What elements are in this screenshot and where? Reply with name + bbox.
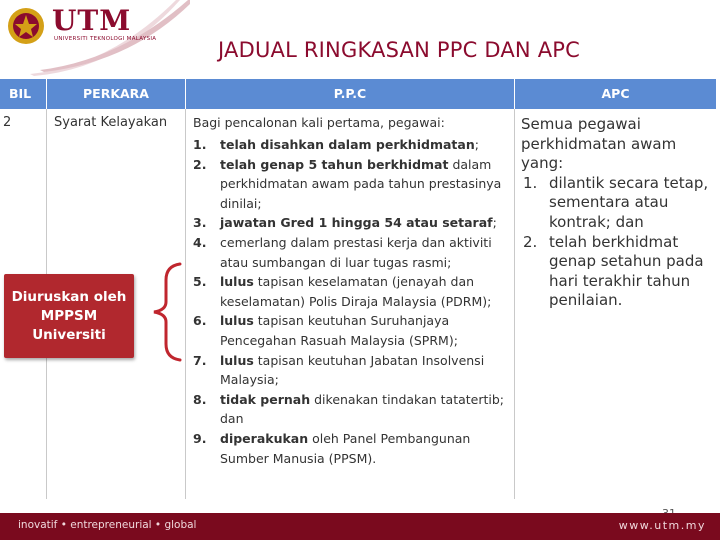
ppc-item-text: dikenakan tindakan tatatertib; dan bbox=[220, 391, 505, 427]
ppc-intro: Bagi pencalonan kali pertama, pegawai: bbox=[193, 115, 445, 130]
utm-logo bbox=[0, 0, 190, 78]
ppc-item-number: 3. bbox=[193, 215, 207, 231]
header-ppc: P.P.C bbox=[186, 79, 514, 109]
logo-subtitle: UNIVERSITI TEKNOLOGI MALAYSIA bbox=[54, 36, 157, 42]
ppc-item bbox=[193, 233, 511, 272]
ppc-item-text: ; bbox=[492, 215, 497, 231]
apc-item-text: telah berkhidmat genap setahun pada hari terakhir tahun penilaian. bbox=[549, 232, 704, 310]
apc-item-text: dilantik secara tetap, sementara atau kontrak; dan bbox=[549, 173, 709, 231]
ppc-item-number: 4. bbox=[193, 234, 207, 250]
ppc-item-number: 1. bbox=[193, 137, 207, 152]
ppc-item-emphasis: telah genap 5 tahun berkhidmat bbox=[220, 156, 449, 172]
ppc-item-emphasis: tidak pernah bbox=[220, 391, 311, 407]
column-divider bbox=[514, 109, 515, 499]
apc-criteria-list bbox=[521, 174, 713, 311]
curly-brace-icon bbox=[150, 262, 186, 362]
managed-by-callout bbox=[4, 274, 134, 358]
ppc-item-number: 2. bbox=[193, 156, 207, 172]
ppc-item bbox=[193, 272, 511, 311]
callout-line-1: Diuruskan oleh bbox=[11, 288, 127, 305]
header-perkara: PERKARA bbox=[47, 79, 185, 109]
page-title: JADUAL RINGKASAN PPC DAN APC bbox=[218, 38, 580, 62]
apc-item-number: 1. bbox=[523, 173, 538, 192]
ppc-item-emphasis: lulus bbox=[220, 313, 254, 329]
ppc-item-number: 5. bbox=[193, 274, 207, 290]
header-apc: APC bbox=[515, 79, 716, 109]
callout-line-3: Universiti bbox=[32, 326, 106, 343]
ppc-item-number: 8. bbox=[193, 391, 207, 407]
footer-url[interactable]: www.utm.my bbox=[618, 519, 706, 532]
table-header bbox=[0, 79, 716, 109]
row-number: 2 bbox=[3, 115, 12, 130]
ppc-item-number: 9. bbox=[193, 430, 207, 446]
logo-wordmark: UTM bbox=[52, 4, 132, 37]
callout-line-2: MPPSM bbox=[40, 307, 98, 324]
apc-item-number: 2. bbox=[523, 232, 538, 251]
ppc-item bbox=[193, 429, 511, 468]
ppc-item bbox=[193, 155, 511, 214]
ppc-item-text: cemerlang dalam prestasi kerja dan aktiviti atau sumbangan di luar tugas rasmi; bbox=[220, 234, 492, 270]
ppc-item-emphasis: lulus bbox=[220, 352, 254, 368]
ppc-item bbox=[193, 135, 511, 155]
ppc-item-text: ; bbox=[474, 137, 479, 152]
ppc-item bbox=[193, 311, 511, 350]
ppc-item-emphasis: lulus bbox=[220, 274, 254, 290]
ppc-item bbox=[193, 351, 511, 390]
apc-item bbox=[521, 174, 713, 233]
ppc-criteria-list bbox=[193, 135, 511, 468]
ppc-item-emphasis: telah disahkan dalam perkhidmatan bbox=[220, 137, 475, 152]
ppc-item bbox=[193, 213, 511, 233]
apc-item bbox=[521, 233, 713, 311]
apc-content bbox=[521, 115, 713, 311]
ppc-item-number: 7. bbox=[193, 352, 207, 368]
ppc-item-emphasis: jawatan Gred 1 hingga 54 atau setaraf bbox=[220, 215, 493, 231]
ppc-item-text: tapisan keselamatan (jenayah dan keselamatan) Polis Diraja Malaysia (PDRM); bbox=[220, 274, 492, 309]
utm-crest-icon bbox=[6, 6, 46, 46]
ppc-item-text: dalam perkhidmatan awam pada tahun prestasinya dinilai; bbox=[220, 156, 502, 211]
ppc-item bbox=[193, 390, 511, 429]
ppc-item-text: tapisan keutuhan Suruhanjaya Pencegahan Rasuah Malaysia (SPRM); bbox=[220, 313, 458, 348]
perkara-text: Syarat Kelayakan bbox=[54, 115, 168, 130]
footer-tagline: inovatif • entrepreneurial • global bbox=[18, 519, 197, 531]
footer-bar bbox=[0, 513, 720, 540]
ppc-item-text: tapisan keutuhan Jabatan Insolvensi Malaysia; bbox=[220, 352, 485, 388]
ppc-item-emphasis: diperakukan bbox=[220, 430, 309, 446]
header-bil: BIL bbox=[0, 79, 46, 109]
apc-intro: Semua pegawai perkhidmatan awam yang: bbox=[521, 115, 677, 173]
ppc-item-text: oleh Panel Pembangunan Sumber Manusia (PPSM). bbox=[220, 430, 471, 466]
ppc-item-number: 6. bbox=[193, 313, 207, 329]
